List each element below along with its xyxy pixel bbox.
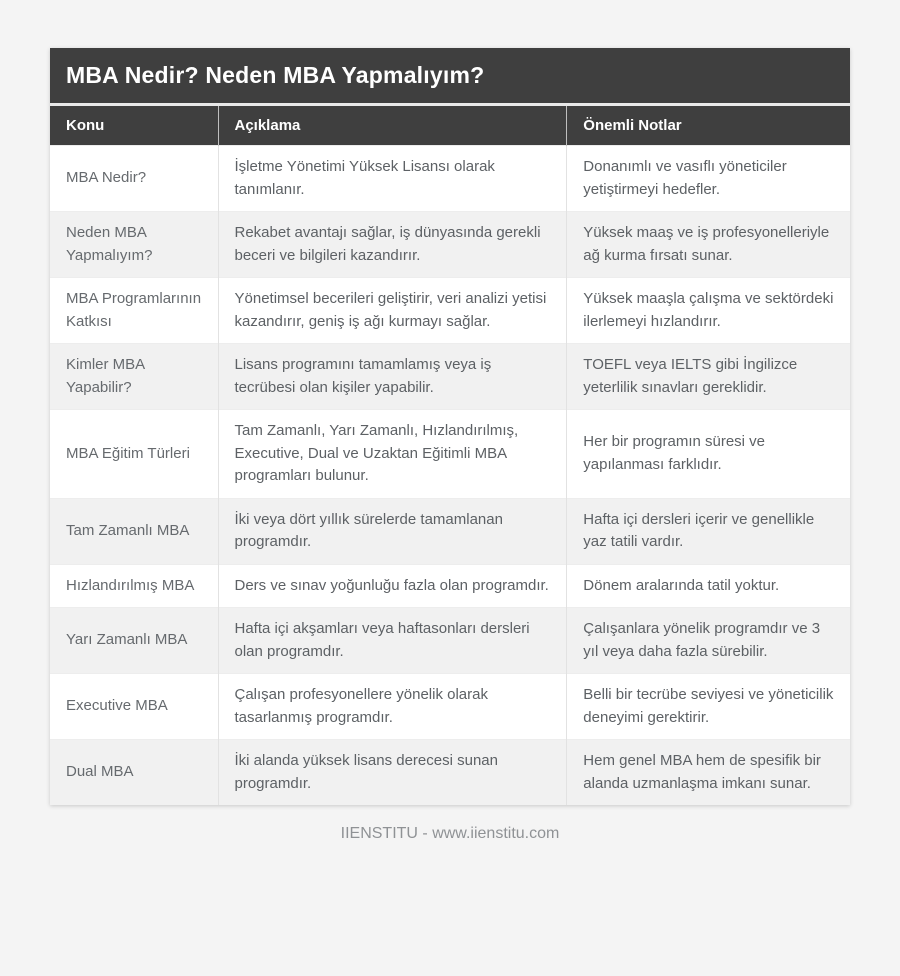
table-row [50, 608, 850, 674]
table-row [50, 410, 850, 499]
topic-cell: Yarı Zamanlı MBA [50, 608, 218, 674]
notes-cell: Yüksek maaş ve iş profesyonelleriyle ağ kurma fırsatı sunar. [567, 212, 850, 278]
table-row [50, 146, 850, 212]
description-cell: Çalışan profesyonellere yönelik olarak tasarlanmış programdır. [218, 674, 567, 740]
description-cell: Lisans programını tamamlamış veya iş tecrübesi olan kişiler yapabilir. [218, 344, 567, 410]
topic-cell: MBA Programlarının Katkısı [50, 278, 218, 344]
page-title: MBA Nedir? Neden MBA Yapmalıyım? [50, 48, 850, 106]
description-cell: Yönetimsel becerileri geliştirir, veri analizi yetisi kazandırır, geniş iş ağı kurmayı sağlar. [218, 278, 567, 344]
table-row [50, 498, 850, 564]
notes-cell: Her bir programın süresi ve yapılanması farklıdır. [567, 410, 850, 499]
topic-cell: Tam Zamanlı MBA [50, 498, 218, 564]
notes-cell: Çalışanlara yönelik programdır ve 3 yıl veya daha fazla sürebilir. [567, 608, 850, 674]
topic-cell: MBA Eğitim Türleri [50, 410, 218, 499]
table-row [50, 344, 850, 410]
description-cell: İşletme Yönetimi Yüksek Lisansı olarak tanımlanır. [218, 146, 567, 212]
notes-cell: Belli bir tecrübe seviyesi ve yöneticilik deneyimi gerektirir. [567, 674, 850, 740]
mba-table [50, 106, 850, 805]
topic-cell: Neden MBA Yapmalıyım? [50, 212, 218, 278]
column-header-onemli-notlar: Önemli Notlar [567, 106, 850, 146]
description-cell: Tam Zamanlı, Yarı Zamanlı, Hızlandırılmış, Executive, Dual ve Uzaktan Eğitimli MBA programları bulunur. [218, 410, 567, 499]
column-header-konu: Konu [50, 106, 218, 146]
notes-cell: Donanımlı ve vasıflı yöneticiler yetiştirmeyi hedefler. [567, 146, 850, 212]
topic-cell: Dual MBA [50, 740, 218, 806]
table-row [50, 740, 850, 806]
table-row [50, 278, 850, 344]
description-cell: Hafta içi akşamları veya haftasonları dersleri olan programdır. [218, 608, 567, 674]
description-cell: İki alanda yüksek lisans derecesi sunan programdır. [218, 740, 567, 806]
table-row [50, 674, 850, 740]
description-cell: Ders ve sınav yoğunluğu fazla olan programdır. [218, 564, 567, 608]
table-row [50, 212, 850, 278]
column-header-aciklama: Açıklama [218, 106, 567, 146]
notes-cell: Dönem aralarında tatil yoktur. [567, 564, 850, 608]
notes-cell: Hem genel MBA hem de spesifik bir alanda uzmanlaşma imkanı sunar. [567, 740, 850, 806]
description-cell: İki veya dört yıllık sürelerde tamamlanan programdır. [218, 498, 567, 564]
mba-info-card [50, 48, 850, 805]
notes-cell: Yüksek maaşla çalışma ve sektördeki ilerlemeyi hızlandırır. [567, 278, 850, 344]
topic-cell: MBA Nedir? [50, 146, 218, 212]
topic-cell: Hızlandırılmış MBA [50, 564, 218, 608]
topic-cell: Kimler MBA Yapabilir? [50, 344, 218, 410]
table-header-row [50, 106, 850, 146]
table-row [50, 564, 850, 608]
notes-cell: Hafta içi dersleri içerir ve genellikle yaz tatili vardır. [567, 498, 850, 564]
footer-credit: IIENSTITU - www.iienstitu.com [340, 825, 560, 842]
topic-cell: Executive MBA [50, 674, 218, 740]
notes-cell: TOEFL veya IELTS gibi İngilizce yeterlilik sınavları gereklidir. [567, 344, 850, 410]
description-cell: Rekabet avantajı sağlar, iş dünyasında gerekli beceri ve bilgileri kazandırır. [218, 212, 567, 278]
